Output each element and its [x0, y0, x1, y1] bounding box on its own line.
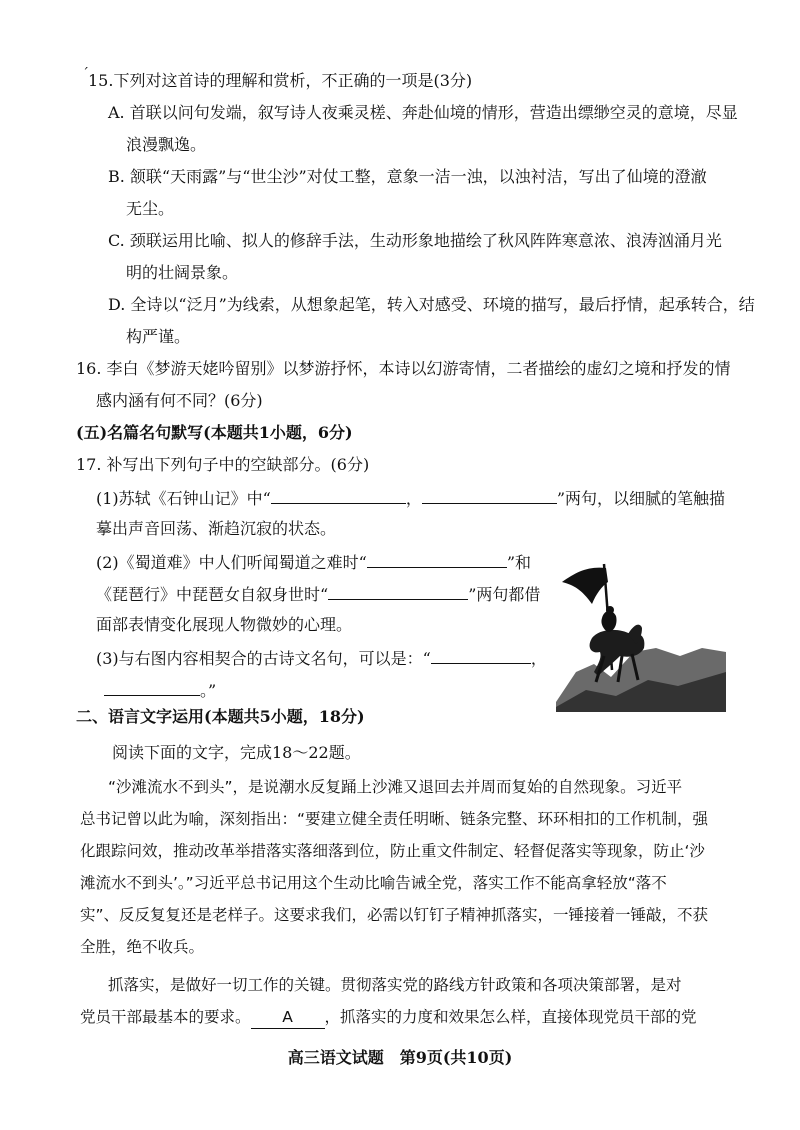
q17-part1-prefix: (1)苏轼《石钟山记》中“ — [96, 489, 271, 508]
q16-stem-cont: 感内涵有何不同？(6分) — [96, 391, 263, 410]
q17-part3-sep: ， — [530, 649, 547, 668]
passage-p1-line4: 滩流水不到头’。”习近平总书记用这个生动比喻告诫全党，落实工作不能高拿轻放“落不 — [80, 874, 667, 892]
page-footer: 高三语文试题 第9页(共10页) — [287, 1048, 513, 1067]
q17-part2-prefix: (2)《蜀道难》中人们听闻蜀道之难时“ — [96, 553, 367, 572]
q17-part3-end: 。” — [200, 681, 217, 700]
passage-p1-line2: 总书记曾以此为喻，深刻指出：“要建立健全责任明晰、链条完整、环环相扣的工作机制，强 — [80, 810, 709, 828]
q17-part2-mid: ”和 — [506, 553, 532, 572]
blank-input[interactable] — [104, 678, 200, 696]
q17-part1-cont: 摹出声音回荡、渐趋沉寂的状态。 — [96, 519, 337, 538]
passage-intro: 阅读下面的文字，完成18～22题。 — [112, 743, 361, 762]
blank-input[interactable] — [422, 486, 557, 504]
q16-stem: 16. 李白《梦游天姥吟留别》以梦游抒怀，本诗以幻游寄情，二者描绘的虚幻之境和抒发的情 — [76, 359, 731, 378]
q17-part3 — [96, 646, 547, 670]
passage-p2-prefix: 党员干部最基本的要求。 — [80, 1008, 251, 1026]
blank-input[interactable] — [431, 646, 531, 664]
q17-stem: 17. 补写出下列句子中的空缺部分。(6分) — [76, 455, 370, 474]
q17-part1-suffix: ”两句，以细腻的笔触描 — [556, 489, 726, 508]
q17-part1-sep: ， — [405, 489, 422, 508]
q17-part2 — [96, 550, 531, 574]
horseman-banner-illustration — [556, 552, 726, 712]
passage-p1-line6: 全胜，绝不收兵。 — [80, 938, 205, 956]
q17-part2-cont: 面部表情变化展现人物微妙的心理。 — [96, 615, 353, 634]
section-two-heading: 二、语言文字运用(本题共5小题，18分) — [76, 707, 365, 726]
passage-p2-suffix: ，抓落实的力度和效果怎么样，直接体现党员干部的党 — [324, 1008, 697, 1026]
q17-part3-prefix: (3)与右图内容相契合的古诗文名句，可以是：“ — [96, 649, 431, 668]
passage-p1-line1: “沙滩流水不到头”，是说潮水反复踊上沙滩又退回去并周而复始的自然现象。习近平 — [108, 778, 683, 796]
q15-option-d: D. 全诗以“泛月”为线索，从想象起笔，转入对感受、环境的描写，最后抒情，起承转合，结 — [108, 295, 755, 314]
passage-p1-line5: 实”、反反复复还是老样子。这要求我们，必需以钉钉子精神抓落实，一锤接着一锤敲，不获 — [80, 906, 709, 924]
q17-part2-prefix2: 《琵琶行》中琵琶女自叙身世时“ — [96, 585, 329, 604]
blank-input[interactable] — [367, 550, 507, 568]
q17-part3-cont — [104, 678, 216, 702]
blank-input[interactable] — [328, 582, 468, 600]
q15-option-a-cont: 浪漫飘逸。 — [126, 135, 207, 154]
q15-option-c-cont: 明的壮阔景象。 — [126, 263, 239, 282]
blank-a-input[interactable]: A — [251, 1006, 325, 1029]
q17-part1 — [96, 486, 725, 510]
q15-option-c: C. 颈联运用比喻、拟人的修辞手法，生动形象地描绘了秋风阵阵寒意浓、浪涛汹涌月光 — [108, 231, 722, 250]
passage-p2-line1: 抓落实，是做好一切工作的关键。贯彻落实党的路线方针政策和各项决策部署，是对 — [108, 976, 682, 994]
q17-part2-suffix: ”两句都借 — [468, 585, 541, 604]
q17-part2-line2 — [96, 582, 540, 606]
passage-p2-line2 — [80, 1006, 697, 1029]
q15-stem: 15.下列对这首诗的理解和赏析，不正确的一项是(3分) — [88, 71, 473, 90]
section-five-heading: (五)名篇名句默写(本题共1小题，6分) — [76, 423, 353, 442]
q15-option-d-cont: 构严谨。 — [126, 327, 191, 346]
q15-option-b-cont: 无尘。 — [126, 199, 175, 218]
blank-input[interactable] — [271, 486, 406, 504]
scan-mark: ´ — [82, 66, 89, 82]
passage-p1-line3: 化跟踪问效，推动改革举措落实落细落到位，防止重文件制定、轻督促落实等现象，防止‘沙 — [80, 842, 705, 860]
q15-option-b: B. 颔联“天雨露”与“世尘沙”对仗工整，意象一洁一浊，以浊衬洁，写出了仙境的澄澈 — [108, 167, 707, 186]
q15-option-a: A. 首联以问句发端，叙写诗人夜乘灵槎、奔赴仙境的情形，营造出缥缈空灵的意境，尽显 — [108, 103, 738, 122]
